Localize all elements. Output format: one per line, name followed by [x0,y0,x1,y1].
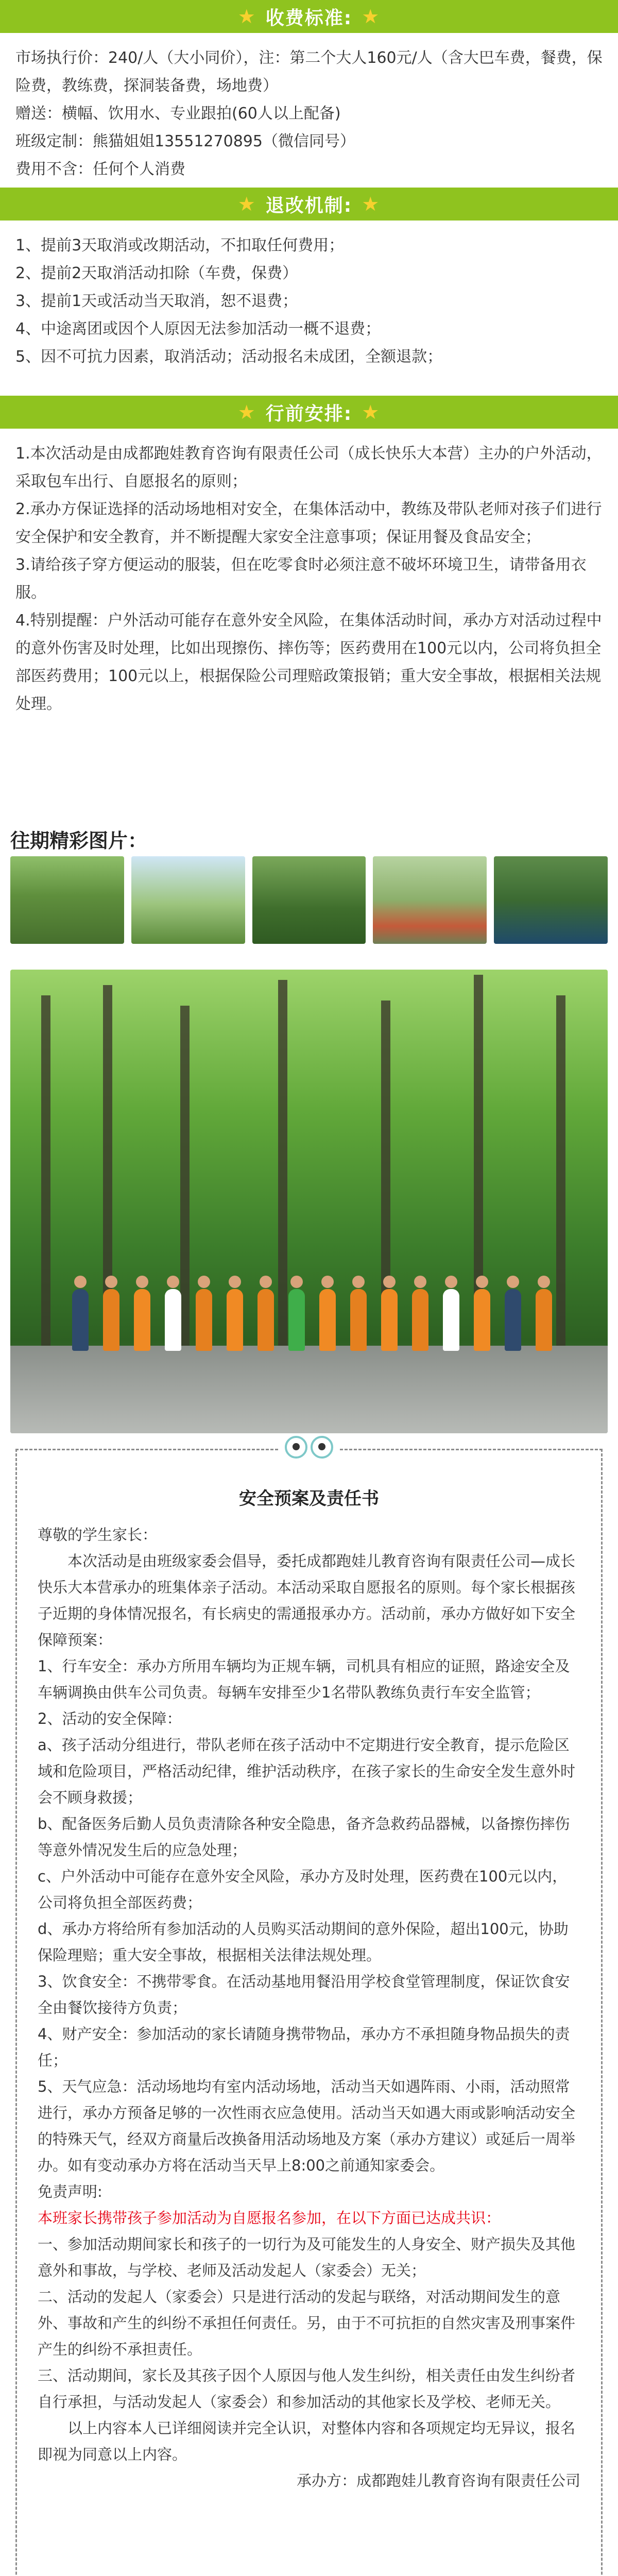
refund-line: 3、提前1天或活动当天取消，恕不退费； [15,292,298,310]
intro-paragraph: 本次活动是由班级家委会倡导，委托成都跑娃儿教育咨询有限责任公司—成长快乐大本营承办的班集体亲子活动。本活动采取自愿报名的原则。每个家长根据孩子近期的身体情况报名，有长病史的需通报承办方。活动前，承办方做好如下安全保障预案： [38,1552,576,1649]
disclaimer-item: 以上内容本人已详细阅读并完全认识，对整体内容和各项规定均无异议，报名即视为同意以上内容。 [38,2419,576,2463]
document-title: 安全预案及责任书 [239,1488,379,1509]
thumbnail-photo[interactable] [10,856,124,944]
person [288,1289,305,1351]
eye-icon [311,1436,333,1459]
fees-line: 市场执行价：240/人（大小同价），注：第二个大人160元/人（含大巴车费，餐费，保险费，教练费，探洞装备费，场地费） [15,49,603,95]
person [165,1289,181,1351]
star-icon: ★ [237,193,256,215]
thumbnail-photo[interactable] [252,856,366,944]
thumbnail-photo[interactable] [131,856,245,944]
disclaimer-item: 一、参加活动期间家长和孩子的一切行为及可能发生的人身安全、财产损失及其他意外和事故，与学校、老师及活动发起人（家委会）无关； [38,2235,576,2279]
fees-line: 赠送：横幅、饮用水、专业跟拍(60人以上配备) [15,105,341,123]
person [227,1289,243,1351]
travel-section [0,429,618,820]
star-icon: ★ [237,5,256,28]
star-icon: ★ [362,193,381,215]
safety-item: 5、天气应急：活动场地均有室内活动场地，活动当天如遇阵雨、小雨，活动照常进行，承办方预备足够的一次性雨衣应急使用。活动当天如遇大雨或影响活动安全的特殊天气，经双方商量后改换备用活动场地及方案（承办方建议）或延后一周举办。如有变动承办方将在活动当天早上8:00之前通知家委会。 [38,2078,576,2174]
road [10,1346,608,1433]
fees-line: 班级定制：熊猫姐姐13551270895（微信同号） [15,132,355,150]
disclaimer-item: 二、活动的发起人（家委会）只是进行活动的发起与联络，对活动期间发生的意外、事故和产生的纠纷不承担任何责任。另，由于不可抗拒的自然灾害及刑事案件产生的纠纷不承担责任。 [38,2288,576,2358]
signature: 承办方：成都跑娃儿教育咨询有限责任公司 [296,2472,580,2489]
person [474,1289,490,1351]
safety-item: 2、活动的安全保障： [38,1710,182,1727]
group-photo [10,970,608,1433]
fees-title: 收费标准: [265,7,353,29]
thumbnail-strip [0,856,618,964]
refund-header [0,188,618,221]
safety-item: 1、行车安全：承办方所用车辆均为正规车辆，司机具有相应的证照，路途安全及车辆调换由供车公司负责。每辆车安排至少1名带队教练负责行车安全监管； [38,1657,570,1701]
person [103,1289,119,1351]
tree-trunk [180,1006,190,1356]
eye-icon [285,1436,307,1459]
safety-item: b、配备医务后勤人员负责清除各种安全隐患，备齐急救药品器械，以备擦伤摔伤等意外情况发生后的应急处理； [38,1815,570,1859]
star-icon: ★ [362,5,381,28]
person [536,1289,552,1351]
star-icon: ★ [237,401,256,423]
safety-item: 4、财产安全：参加活动的家长请随身携带物品，承办方不承担随身物品损失的责任； [38,2025,570,2069]
refund-line: 5、因不可抗力因素，取消活动；活动报名未成团，全额退款； [15,348,443,366]
disclaimer-consensus: 本班家长携带孩子参加活动为自愿报名参加，在以下方面已达成共识： [38,2209,501,2227]
travel-line: 1.本次活动是由成都跑娃教育咨询有限责任公司（成长快乐大本营）主办的户外活动，采取包车出行、自愿报名的原则； [15,445,602,490]
person [134,1289,150,1351]
tree-trunk [41,995,50,1356]
person [196,1289,212,1351]
person [443,1289,459,1351]
travel-header [0,396,618,429]
travel-title: 行前安排: [265,403,353,425]
fees-line: 费用不含：任何个人消费 [15,160,185,178]
disclaimer-item: 三、活动期间，家长及其孩子因个人原因与他人发生纠纷，相关责任由发生纠纷者自行承担，与活动发起人（家委会）和参加活动的其他家长及学校、老师无关。 [38,2367,576,2411]
star-icon: ★ [362,401,381,423]
safety-item: d、承办方将给所有参加活动的人员购买活动期间的意外保险，超出100元，协助保险理赔；重大安全事故，根据相关法律法规处理。 [38,1920,569,1964]
refund-section [0,221,618,396]
refund-line: 1、提前3天取消或改期活动，不扣取任何费用； [15,236,345,255]
greeting: 尊敬的学生家长： [38,1526,158,1544]
person [412,1289,428,1351]
thumbnail-photo[interactable] [494,856,608,944]
safety-item: 3、饮食安全：不携带零食。在活动基地用餐沿用学校食堂管理制度，保证饮食安全由餐饮接待方负责； [38,1973,570,2016]
fees-header [0,0,618,33]
refund-title: 退改机制: [265,195,353,216]
safety-document [15,1449,603,2576]
travel-line: 2.承办方保证选择的活动场地相对安全，在集体活动中，教练及带队老师对孩子们进行安全保护和安全教育，并不断提醒大家安全注意事项；保证用餐及食品安全； [15,500,602,546]
travel-line: 3.请给孩子穿方便运动的服装，但在吃零食时必须注意不破坏环境卫生，请带备用衣服。 [15,556,587,602]
document-body [38,1522,580,2494]
refund-line: 4、中途离团或因个人原因无法参加活动一概不退费； [15,320,381,338]
refund-line: 2、提前2天取消活动扣除（车费，保费） [15,264,298,282]
tree-trunk [278,980,287,1356]
travel-line: 4.特别提醒：户外活动可能存在意外安全风险，在集体活动时间，承办方对活动过程中的意外伤害及时处理，比如出现擦伤、摔伤等；医药费用在100元以内，公司将负担全部医药费用；100元以上，根据保险公司理赔政策报销；重大安全事故，根据相关法规处理。 [15,612,602,713]
person [505,1289,521,1351]
person [319,1289,336,1351]
person [258,1289,274,1351]
person [381,1289,398,1351]
thumbnail-photo[interactable] [373,856,487,944]
photos-title: 往期精彩图片： [10,829,148,852]
person [350,1289,367,1351]
person [72,1289,89,1351]
disclaimer-title: 免责声明: [38,2183,102,2200]
tree-trunk [556,995,565,1356]
safety-item: a、孩子活动分组进行，带队老师在孩子活动中不定期进行安全教育，提示危险区域和危险项目，严格活动纪律，维护活动秩序，在孩子家长的生命安全发生意外时会不顾身救援； [38,1736,576,1806]
eyes-icon [280,1436,338,1459]
safety-item: c、户外活动中可能存在意外安全风险，承办方及时处理，医药费在100元以内，公司将负担全部医药费； [38,1868,568,1911]
fees-section [0,33,618,188]
